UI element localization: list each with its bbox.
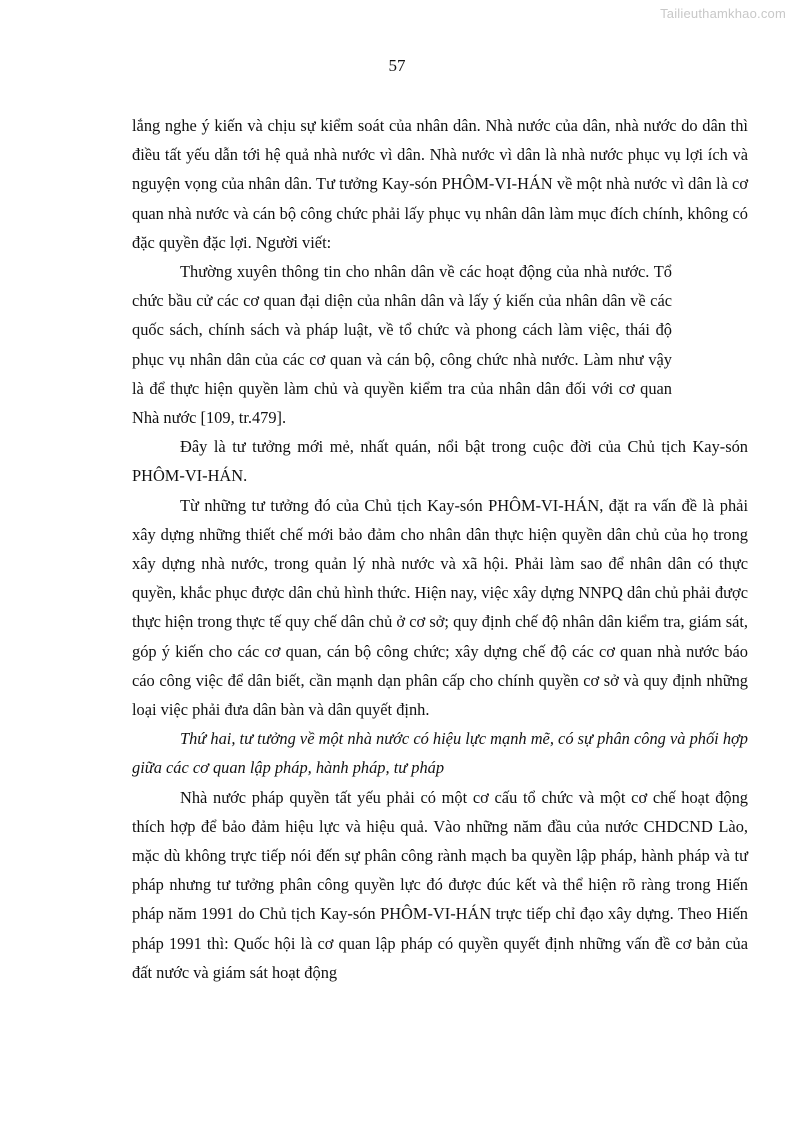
paragraph-3: Từ những tư tưởng đó của Chủ tịch Kay-són PHÔM-VI-HÁN, đặt ra vấn đề là phải xây dựng những thiết chế mới bảo đảm cho nhân dân thực hiện quyền dân chủ của họ trong xây dựng nhà nước, trong quản lý nhà nước và xã hội. Phải làm sao để nhân dân có thực quyền, khắc phục được dân chủ hình thức. Hiện nay, việc xây dựng NNPQ dân chủ phải được thực hiện trong thực tế quy chế dân chủ ở cơ sở; quy định chế độ nhân dân kiểm tra, giám sát, góp ý kiến cho các cơ quan, cán bộ công chức; xây dựng chế độ các cơ quan nhà nước báo cáo công việc để dân biết, cần mạnh dạn phân cấp cho chính quyền cơ sở và quy định những loại việc phải đưa dân bàn và dân quyết định. (132, 495, 748, 720)
paragraph-2: Đây là tư tưởng mới mẻ, nhất quán, nổi bật trong cuộc đời của Chủ tịch Kay-són PHÔM-VI-HÁN. (132, 437, 748, 486)
page-number: 57 (388, 56, 406, 75)
section-heading: Thứ hai, tư tưởng về một nhà nước có hiệu lực mạnh mẽ, có sự phân công và phối hợp giữa các cơ quan lập pháp, hành pháp, tư pháp (132, 729, 748, 778)
page-body (132, 111, 748, 987)
paragraph-1: lắng nghe ý kiến và chịu sự kiểm soát của nhân dân. Nhà nước của dân, nhà nước do dân thì điều tất yếu dẫn tới hệ quả nhà nước vì dân. Nhà nước vì dân là nhà nước phục vụ lợi ích và nguyện vọng của nhân dân. Tư tưởng Kay-són PHÔM-VI-HÁN về một nhà nước vì dân là cơ quan nhà nước và cán bộ công chức phải lấy phục vụ nhân dân làm mục đích chính, không có đặc quyền đặc lợi. Người viết: (132, 116, 748, 252)
watermark: Tailieuthamkhao.com (660, 6, 786, 21)
paragraph-4: Nhà nước pháp quyền tất yếu phải có một cơ cấu tổ chức và một cơ chế hoạt động thích hợp để bảo đảm hiệu lực và hiệu quả. Vào những năm đầu của nước CHDCND Lào, mặc dù không trực tiếp nói đến sự phân công rành mạch ba quyền lập pháp, hành pháp và tư pháp nhưng tư tưởng phân công quyền lực đó được đúc kết và thể hiện rõ ràng trong Hiến pháp năm 1991 do Chủ tịch Kay-són PHÔM-VI-HÁN trực tiếp chỉ đạo xây dựng. Theo Hiến pháp 1991 thì: Quốc hội là cơ quan lập pháp có quyền quyết định những vấn đề cơ bản của đất nước và giám sát hoạt động (132, 787, 748, 982)
block-quote: Thường xuyên thông tin cho nhân dân về các hoạt động của nhà nước. Tổ chức bầu cử các cơ quan đại diện của nhân dân và lấy ý kiến của nhân dân về các quốc sách, chính sách và pháp luật, về tổ chức và phong cách làm việc, thái độ phục vụ nhân dân của các cơ quan và cán bộ, công chức nhà nước. Làm như vậy là để thực hiện quyền làm chủ và quyền kiểm tra của nhân dân đối với cơ quan Nhà nước [109, tr.479]. (132, 262, 672, 428)
